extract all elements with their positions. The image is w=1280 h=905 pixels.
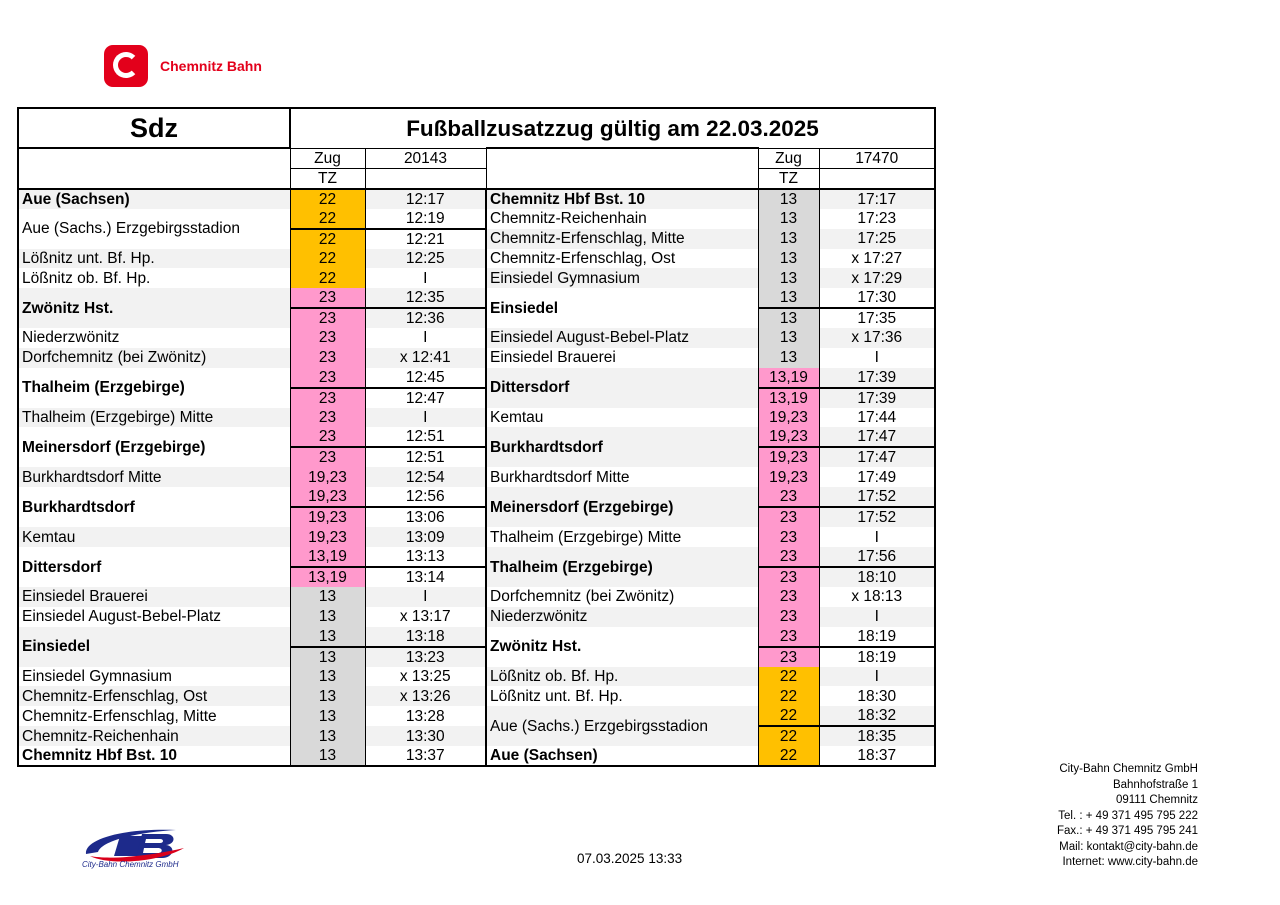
timetable-row <box>18 667 935 687</box>
zone-cell: 13 <box>758 348 819 368</box>
time-cell: I <box>819 348 935 368</box>
station-name: Kemtau <box>18 527 290 547</box>
time-cell: I <box>365 408 486 428</box>
time-cell: 12:21 <box>365 229 486 249</box>
timetable-row <box>18 706 935 726</box>
station-name: Aue (Sachs.) Erzgebirgsstadion <box>486 706 758 746</box>
timetable-row <box>18 467 935 487</box>
station-name: Einsiedel Gymnasium <box>18 667 290 687</box>
zone-cell: 19,23 <box>758 467 819 487</box>
time-cell: 17:39 <box>819 388 935 408</box>
zone-cell: 13,19 <box>758 388 819 408</box>
zone-cell: 13 <box>758 209 819 229</box>
time-cell: x 13:26 <box>365 686 486 706</box>
zone-cell: 13 <box>290 627 365 647</box>
address-line: Tel. : + 49 371 495 795 222 <box>1058 809 1198 822</box>
station-name: Lößnitz unt. Bf. Hp. <box>18 249 290 269</box>
zone-cell: 23 <box>290 308 365 328</box>
time-cell: 13:30 <box>365 726 486 746</box>
station-name: Chemnitz Hbf Bst. 10 <box>18 746 290 766</box>
zone-cell: 23 <box>290 348 365 368</box>
time-cell: 13:09 <box>365 527 486 547</box>
address-line: Internet: www.city-bahn.de <box>1062 856 1198 868</box>
time-cell: 17:25 <box>819 229 935 249</box>
zone-cell: 13 <box>290 587 365 607</box>
header-row-zug <box>18 148 935 168</box>
timetable <box>17 107 936 767</box>
station-name: Niederzwönitz <box>18 328 290 348</box>
station-name: Lößnitz ob. Bf. Hp. <box>486 667 758 687</box>
zug-label-left: Zug <box>290 148 365 168</box>
timetable-row <box>18 547 935 567</box>
station-name: Lößnitz ob. Bf. Hp. <box>18 268 290 288</box>
zone-cell: 19,23 <box>758 408 819 428</box>
zone-cell: 19,23 <box>290 467 365 487</box>
zone-cell: 23 <box>290 408 365 428</box>
time-cell: 12:51 <box>365 427 486 447</box>
time-cell: I <box>365 268 486 288</box>
time-cell: 17:39 <box>819 368 935 388</box>
address-line: Fax.: + 49 371 495 795 241 <box>1057 825 1198 837</box>
time-cell: x 17:36 <box>819 328 935 348</box>
station-name: Chemnitz-Erfenschlag, Mitte <box>486 229 758 249</box>
station-name: Aue (Sachs.) Erzgebirgsstadion <box>18 209 290 249</box>
time-cell: 18:32 <box>819 706 935 726</box>
station-name: Einsiedel August-Bebel-Platz <box>18 607 290 627</box>
station-name: Aue (Sachsen) <box>18 189 290 209</box>
time-cell: 18:35 <box>819 726 935 746</box>
station-name: Burkhardtsdorf <box>486 427 758 467</box>
time-cell: 18:19 <box>819 627 935 647</box>
station-name: Dorfchemnitz (bei Zwönitz) <box>486 587 758 607</box>
zone-cell: 13,19 <box>758 368 819 388</box>
zone-cell: 19,23 <box>758 427 819 447</box>
time-cell: I <box>819 607 935 627</box>
zone-cell: 13 <box>758 249 819 269</box>
time-cell: 12:36 <box>365 308 486 328</box>
time-cell: 18:19 <box>819 647 935 667</box>
zone-cell: 13 <box>290 607 365 627</box>
time-cell: 17:17 <box>819 189 935 209</box>
zone-cell: 19,23 <box>290 527 365 547</box>
tz-label-right: TZ <box>758 168 819 189</box>
timetable-row <box>18 328 935 348</box>
time-cell: 12:54 <box>365 467 486 487</box>
tz-value-left <box>365 168 486 189</box>
station-name: Dorfchemnitz (bei Zwönitz) <box>18 348 290 368</box>
zone-cell: 23 <box>758 487 819 507</box>
zone-cell: 13 <box>290 647 365 667</box>
zone-cell: 13 <box>290 726 365 746</box>
station-name: Chemnitz-Erfenschlag, Ost <box>486 249 758 269</box>
time-cell: 12:35 <box>365 288 486 308</box>
zone-cell: 13,19 <box>290 567 365 587</box>
zone-cell: 19,23 <box>290 487 365 507</box>
time-cell: 17:35 <box>819 308 935 328</box>
zone-cell: 19,23 <box>758 447 819 467</box>
zone-cell: 22 <box>758 726 819 746</box>
timetable-row <box>18 527 935 547</box>
zone-cell: 13 <box>290 686 365 706</box>
zone-cell: 23 <box>290 368 365 388</box>
address-line: 09111 Chemnitz <box>1115 794 1198 806</box>
zone-cell: 23 <box>758 607 819 627</box>
tz-label-left: TZ <box>290 168 365 189</box>
zone-cell: 23 <box>758 587 819 607</box>
zone-cell: 22 <box>290 249 365 269</box>
zone-cell: 13,19 <box>290 547 365 567</box>
time-cell: 12:19 <box>365 209 486 229</box>
time-cell: x 18:13 <box>819 587 935 607</box>
time-cell: 17:44 <box>819 408 935 428</box>
zone-cell: 23 <box>290 427 365 447</box>
zone-cell: 13 <box>290 706 365 726</box>
zone-cell: 13 <box>290 746 365 766</box>
zone-cell: 13 <box>758 308 819 328</box>
time-cell: 17:52 <box>819 507 935 527</box>
time-cell: 13:23 <box>365 647 486 667</box>
zug-label-right: Zug <box>758 148 819 168</box>
station-name: Einsiedel Brauerei <box>18 587 290 607</box>
station-name: Dittersdorf <box>18 547 290 587</box>
tz-value-right <box>819 168 935 189</box>
time-cell: 17:52 <box>819 487 935 507</box>
print-timestamp: 07.03.2025 13:33 <box>577 851 683 866</box>
company-address <box>1057 762 1198 871</box>
time-cell: I <box>365 587 486 607</box>
station-name: Aue (Sachsen) <box>486 746 758 766</box>
station-name: Einsiedel <box>486 288 758 328</box>
zone-cell: 22 <box>758 686 819 706</box>
zone-cell: 23 <box>758 647 819 667</box>
time-cell: 13:28 <box>365 706 486 726</box>
address-line: Mail: kontakt@city-bahn.de <box>1059 840 1198 853</box>
time-cell: 18:30 <box>819 686 935 706</box>
zone-cell: 23 <box>290 288 365 308</box>
station-name: Chemnitz Hbf Bst. 10 <box>486 189 758 209</box>
zone-cell: 23 <box>758 547 819 567</box>
time-cell: 12:56 <box>365 487 486 507</box>
zone-cell: 22 <box>290 209 365 229</box>
time-cell: 13:37 <box>365 746 486 766</box>
time-cell: 12:25 <box>365 249 486 269</box>
zone-cell: 23 <box>758 627 819 647</box>
train-number-right: 17470 <box>819 148 935 168</box>
train-type-title: Sdz <box>18 108 290 148</box>
timetable-row <box>18 268 935 288</box>
time-cell: 12:51 <box>365 447 486 467</box>
timetable-row <box>18 348 935 368</box>
time-cell: 18:37 <box>819 746 935 766</box>
zone-cell: 13 <box>758 328 819 348</box>
time-cell: 12:17 <box>365 189 486 209</box>
header-blank-left <box>18 148 290 189</box>
header-blank-right <box>486 148 758 189</box>
station-name: Burkhardtsdorf <box>18 487 290 527</box>
station-name: Thalheim (Erzgebirge) Mitte <box>18 408 290 428</box>
timetable-row <box>18 487 935 507</box>
station-name: Zwönitz Hst. <box>486 627 758 667</box>
time-cell: 13:13 <box>365 547 486 567</box>
time-cell: I <box>365 328 486 348</box>
time-cell: I <box>819 667 935 687</box>
time-cell: 13:18 <box>365 627 486 647</box>
station-name: Dittersdorf <box>486 368 758 408</box>
station-name: Thalheim (Erzgebirge) Mitte <box>486 527 758 547</box>
timetable-row <box>18 368 935 388</box>
time-cell: 13:06 <box>365 507 486 527</box>
station-name: Einsiedel Gymnasium <box>486 268 758 288</box>
zone-cell: 22 <box>290 189 365 209</box>
zone-cell: 22 <box>758 667 819 687</box>
time-cell: 12:45 <box>365 368 486 388</box>
zone-cell: 22 <box>758 746 819 766</box>
station-name: Thalheim (Erzgebirge) <box>18 368 290 408</box>
city-bahn-logo-text: City-Bahn Chemnitz GmbH <box>82 860 179 869</box>
station-name: Chemnitz-Reichenhain <box>18 726 290 746</box>
station-name: Thalheim (Erzgebirge) <box>486 547 758 587</box>
time-cell: I <box>819 527 935 547</box>
station-name: Lößnitz unt. Bf. Hp. <box>486 686 758 706</box>
zone-cell: 19,23 <box>290 507 365 527</box>
zone-cell: 13 <box>758 229 819 249</box>
time-cell: 17:49 <box>819 467 935 487</box>
address-line: Bahnhofstraße 1 <box>1112 778 1198 791</box>
timetable-row <box>18 288 935 308</box>
zone-cell: 23 <box>758 527 819 547</box>
station-name: Einsiedel Brauerei <box>486 348 758 368</box>
timetable-row <box>18 627 935 647</box>
time-cell: 18:10 <box>819 567 935 587</box>
station-name: Chemnitz-Reichenhain <box>486 209 758 229</box>
timetable-row <box>18 189 935 209</box>
time-cell: x 17:29 <box>819 268 935 288</box>
time-cell: 12:47 <box>365 388 486 408</box>
station-name: Einsiedel <box>18 627 290 667</box>
zone-cell: 22 <box>290 229 365 249</box>
timetable-row <box>18 726 935 746</box>
timetable-row <box>18 686 935 706</box>
time-cell: 17:23 <box>819 209 935 229</box>
zone-cell: 23 <box>290 447 365 467</box>
time-cell: 13:14 <box>365 567 486 587</box>
zone-cell: 13 <box>758 189 819 209</box>
station-name: Chemnitz-Erfenschlag, Ost <box>18 686 290 706</box>
station-name: Einsiedel August-Bebel-Platz <box>486 328 758 348</box>
timetable-title: Fußballzusatzzug gültig am 22.03.2025 <box>406 115 819 141</box>
station-name: Zwönitz Hst. <box>18 288 290 328</box>
timetable-row <box>18 408 935 428</box>
timetable-row <box>18 249 935 269</box>
time-cell: 17:30 <box>819 288 935 308</box>
timetable-row <box>18 607 935 627</box>
station-name: Burkhardtsdorf Mitte <box>18 467 290 487</box>
time-cell: x 12:41 <box>365 348 486 368</box>
timetable-row <box>18 587 935 607</box>
zone-cell: 22 <box>758 706 819 726</box>
station-name: Meinersdorf (Erzgebirge) <box>18 427 290 467</box>
address-line: City-Bahn Chemnitz GmbH <box>1059 763 1198 775</box>
time-cell: x 13:25 <box>365 667 486 687</box>
station-name: Chemnitz-Erfenschlag, Mitte <box>18 706 290 726</box>
zone-cell: 13 <box>290 667 365 687</box>
time-cell: 17:56 <box>819 547 935 567</box>
station-name: Kemtau <box>486 408 758 428</box>
timetable-title-row <box>18 108 935 148</box>
zone-cell: 23 <box>758 567 819 587</box>
train-number-left: 20143 <box>365 148 486 168</box>
station-name: Burkhardtsdorf Mitte <box>486 467 758 487</box>
zone-cell: 23 <box>290 328 365 348</box>
time-cell: 17:47 <box>819 447 935 467</box>
timetable-row <box>18 209 935 229</box>
zone-cell: 13 <box>758 268 819 288</box>
time-cell: x 17:27 <box>819 249 935 269</box>
station-name: Niederzwönitz <box>486 607 758 627</box>
zone-cell: 22 <box>290 268 365 288</box>
time-cell: 17:47 <box>819 427 935 447</box>
chemnitz-bahn-logo-icon <box>104 45 148 87</box>
timetable-row <box>18 427 935 447</box>
station-name: Meinersdorf (Erzgebirge) <box>486 487 758 527</box>
brand-name: Chemnitz Bahn <box>160 58 262 74</box>
chemnitz-bahn-logo <box>104 45 262 87</box>
zone-cell: 23 <box>290 388 365 408</box>
zone-cell: 23 <box>758 507 819 527</box>
time-cell: x 13:17 <box>365 607 486 627</box>
zone-cell: 13 <box>758 288 819 308</box>
timetable-row <box>18 746 935 766</box>
